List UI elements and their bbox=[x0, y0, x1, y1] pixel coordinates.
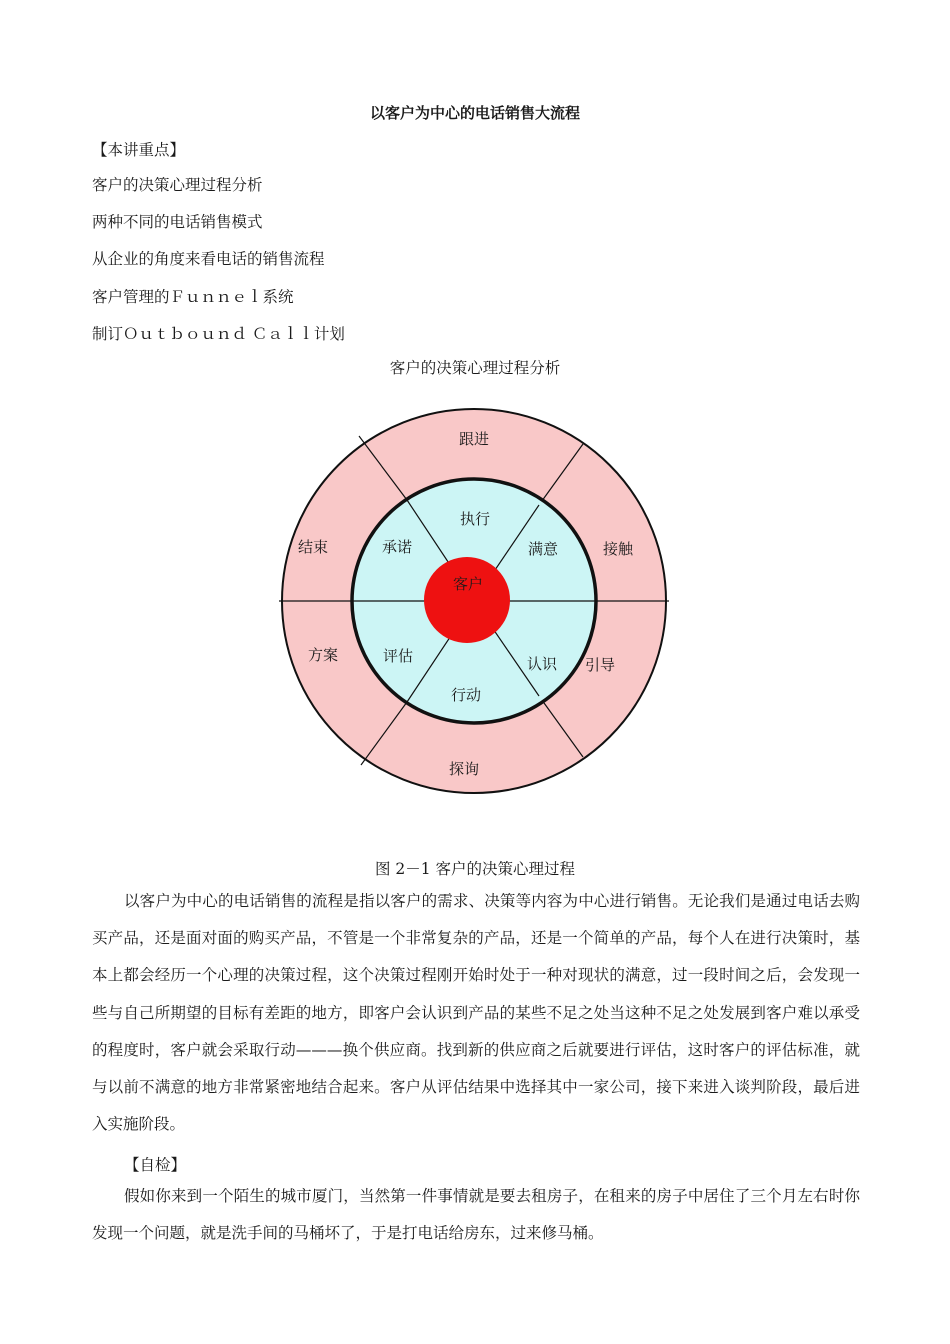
key-point-item-4: 客户管理的Ｆｕｎｎｅｌ系统 bbox=[92, 288, 294, 306]
inner-label-recognize: 认识 bbox=[526, 655, 558, 673]
inner-label-satisfied: 满意 bbox=[527, 540, 559, 558]
decision-cycle-diagram bbox=[277, 390, 673, 810]
inner-label-commit: 承诺 bbox=[381, 538, 413, 556]
key-point-item-5: 制订Ｏｕｔｂｏｕｎｄ Ｃａｌｌ计划 bbox=[92, 325, 345, 343]
body-paragraph-2: 假如你来到一个陌生的城市厦门，当然第一件事情就是要去租房子，在租来的房子中居住了三个月左右时你发现一个问题，就是洗手间的马桶坏了，于是打电话给房东，过来修马桶。 bbox=[92, 1187, 860, 1243]
section-heading: 客户的决策心理过程分析 bbox=[389, 359, 561, 377]
outer-label-probe: 探询 bbox=[448, 760, 480, 778]
outer-label-follow-up: 跟进 bbox=[458, 430, 490, 448]
self-check-heading: 【自检】 bbox=[124, 1156, 187, 1174]
outer-label-contact: 接触 bbox=[602, 540, 634, 558]
key-points-heading: 【本讲重点】 bbox=[92, 141, 186, 159]
outer-label-proposal: 方案 bbox=[307, 646, 339, 664]
outer-label-guide: 引导 bbox=[584, 656, 616, 674]
key-point-item-2: 两种不同的电话销售模式 bbox=[92, 213, 263, 231]
key-point-item-1: 客户的决策心理过程分析 bbox=[92, 176, 263, 194]
inner-label-action: 行动 bbox=[450, 686, 482, 704]
key-point-item-3: 从企业的角度来看电话的销售流程 bbox=[92, 250, 325, 268]
page-title: 以客户为中心的电话销售大流程 bbox=[369, 104, 580, 122]
center-circle bbox=[424, 557, 510, 643]
body-paragraph-1: 以客户为中心的电话销售的流程是指以客户的需求、决策等内容为中心进行销售。无论我们是通过电话去购买产品，还是面对面的购买产品，不管是一个非常复杂的产品，还是一个简单的产品，每个人在进行决策时，基本上都会经历一个心理的决策过程，这个决策过程刚开始时处于一种对现状的满意，过一段时间之后，会发现一些与自己所期望的目标有差距的地方，即客户会认识到产品的某些不足之处当这种不足之处发展到客户难以承受的程度时，客户就会采取行动———换个供应商。找到新的供应商之后就要进行评估，这时客户的评估标准，就与以前不满意的地方非常紧密地结合起来。客户从评估结果中选择其中一家公司，接下来进入谈判阶段，最后进入实施阶段。 bbox=[92, 892, 860, 1134]
inner-label-evaluate: 评估 bbox=[382, 647, 414, 665]
inner-label-execute: 执行 bbox=[459, 510, 491, 528]
outer-label-close: 结束 bbox=[297, 538, 329, 556]
center-label-customer: 客户 bbox=[452, 575, 484, 593]
figure-caption: 图 2－1 客户的决策心理过程 bbox=[374, 860, 576, 878]
